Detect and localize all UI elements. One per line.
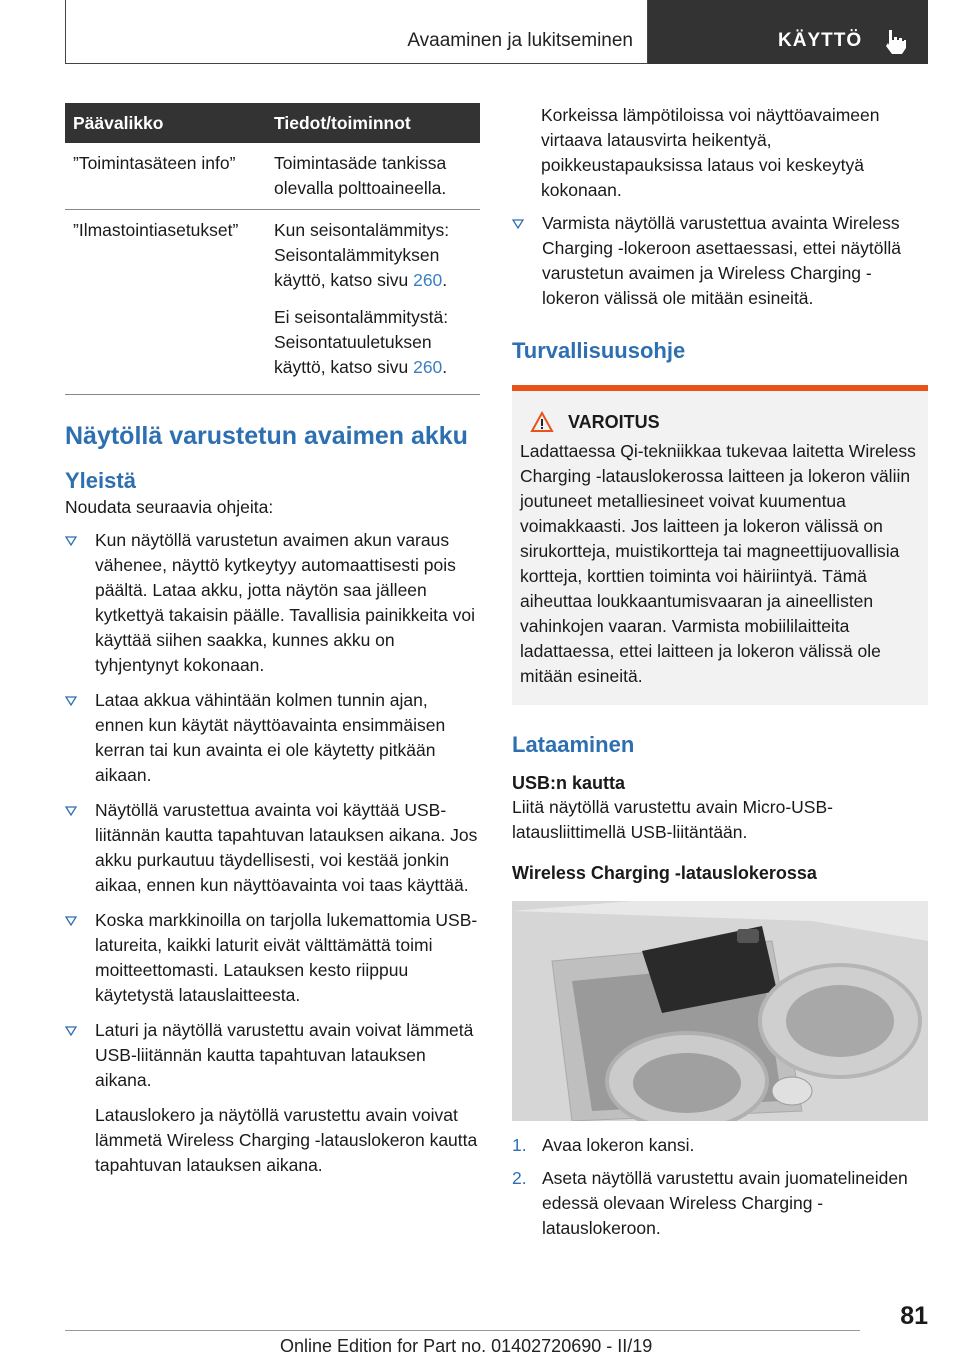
- step-text: Aseta näytöllä varustettu avain juomatelineiden edessä olevaan Wireless Charging -latauslokeroon.: [542, 1168, 908, 1238]
- list-item: [65, 798, 480, 898]
- section-heading: Näytöllä varustetun avaimen akku: [65, 422, 468, 450]
- triangle-bullet-icon: [65, 916, 77, 926]
- triangle-bullet-icon: [65, 1026, 77, 1036]
- list-item: [65, 1018, 480, 1178]
- header-section-box: [65, 0, 648, 64]
- left-column: [65, 103, 480, 1188]
- table-cell-menu: ”Toimintasäteen info”: [65, 143, 266, 210]
- page-number: 81: [900, 1302, 928, 1330]
- page-link[interactable]: 260: [413, 357, 443, 377]
- subsection-heading: Wireless Charging -latauslokerossa: [512, 863, 817, 883]
- list-item: [65, 688, 480, 788]
- usb-text: Liitä näytöllä varustettu avain Micro-USB-latausliittimellä USB-liitäntään.: [512, 797, 833, 842]
- page-header: [65, 0, 928, 64]
- list-item: [65, 908, 480, 1008]
- warning-header: [530, 411, 920, 433]
- triangle-bullet-icon: [65, 806, 77, 816]
- list-item-text: Näytöllä varustettua avainta voi käyttää USB-liitännän kautta tapahtuvan latauksen aikana. Jos akku purkautuu täydellisesti, voi kestää jonkin aikaa, ennen kun näyttöavainta voi taas käyttää.: [95, 800, 478, 895]
- list-item-text: Lataa akkua vähintään kolmen tunnin ajan, ennen kun käytät näyttöavainta ensimmäisen kerran tai kun avainta ei ole käytetty pitkään aikaan.: [95, 690, 446, 785]
- step-number: 1.: [512, 1135, 527, 1155]
- list-item-text: Koska markkinoilla on tarjolla lukemattomia USB-latureita, kaikki laturit eivät välttämättä toimi moitteettomasti. Latauksen kesto riippuu käytetystä latauslaitteesta.: [95, 910, 478, 1005]
- section-heading: Turvallisuusohje: [512, 338, 686, 363]
- right-column: [512, 103, 928, 1249]
- menu-table: [65, 103, 480, 395]
- step-number: 2.: [512, 1168, 527, 1188]
- warning-text: Ladattaessa Qi-tekniikkaa tukevaa laitetta Wireless Charging -latauslokerossa laitteen ja lokeron väliin joutuneet metalliesineet voivat kuumentua voimakkaasti. Jos laitteen ja lokeron välissä on sirukortteja, muistikortteja tai magneettijuovallisia kortteja, korttien toiminta voi häiriintyä. Tämä aiheuttaa loukkaantumisvaaran ja aineellisten vahinkojen vaaran. Varmista mobiililaitteita ladattaessa, ettei laitteen ja lokeron välissä ole mitään esineitä.: [520, 441, 916, 686]
- cell-text: Ei seisontalämmitystä: Seisontatuuletuksen käyttö, katso sivu: [274, 307, 449, 377]
- tray-illustration: [512, 901, 928, 1121]
- list-item: [512, 1133, 928, 1158]
- list-item-text: Laturi ja näytöllä varustettu avain voivat lämmetä USB-liitännän kautta tapahtuvan latauksen aikana.: [95, 1020, 474, 1090]
- subsection-heading: Yleistä: [65, 468, 136, 493]
- header-section-title: Avaaminen ja lukitseminen: [407, 30, 633, 51]
- list-item: [512, 1166, 928, 1241]
- section-heading: Lataaminen: [512, 732, 635, 757]
- step-text: Avaa lokeron kansi.: [542, 1135, 695, 1155]
- triangle-bullet-icon: [65, 696, 77, 706]
- list-item-text: Kun näytöllä varustetun avaimen akun varaus vähenee, näyttö kytkeytyy automaattisesti pois päältä. Lataa akku, jotta näytön saa jälleen kytkettyä takaisin päälle. Tavallisia painikkeita voi käyttää siihen saakka, kunnes akku on tyhjentynyt kokonaan.: [95, 530, 476, 675]
- subsection-heading: USB:n kautta: [512, 773, 626, 793]
- warning-label: VAROITUS: [568, 411, 660, 432]
- table-header-menu: Päävalikko: [65, 103, 266, 143]
- list-item: [512, 211, 928, 311]
- header-tab-label: KÄYTTÖ: [778, 30, 863, 51]
- page-link[interactable]: 260: [413, 270, 443, 290]
- warning-box: [512, 385, 928, 705]
- hand-pointer-icon: [880, 26, 910, 56]
- footer-divider: [65, 1330, 860, 1331]
- table-cell-info: Toimintasäde tankissa olevalla polttoaineella.: [266, 143, 480, 210]
- table-cell-info: Kun seisontalämmitys: Seisontalämmityksen käyttö, katso sivu 260. Ei seisontalämmitystä: Seisontatuuletuksen käyttö, katso sivu 260.: [266, 210, 480, 395]
- footer-edition: Online Edition for Part no. 01402720690 - II/19: [280, 1336, 653, 1356]
- list-item: [65, 528, 480, 678]
- triangle-bullet-icon: [65, 536, 77, 546]
- triangle-bullet-icon: [512, 219, 524, 229]
- header-tab: [648, 0, 928, 64]
- list-item-text: Varmista näytöllä varustettua avainta Wireless Charging -lokeroon asettaessasi, ettei näytöllä varustetun avaimen ja Wireless Charging -lokeron välissä ole mitään esineitä.: [542, 213, 901, 308]
- continued-paragraph: Korkeissa lämpötiloissa voi näyttöavaimeen virtaava latausvirta heikentyä, poikkeustapauksissa lataus voi keskeytyä kokonaan.: [541, 105, 880, 200]
- table-row: [65, 210, 480, 395]
- table-row: [65, 143, 480, 210]
- warning-triangle-icon: [530, 411, 554, 433]
- table-header-info: Tiedot/toiminnot: [266, 103, 480, 143]
- list-item-text: Latauslokero ja näytöllä varustettu avain voivat lämmetä Wireless Charging -latauslokeron kautta tapahtuvan latauksen aikana.: [95, 1105, 478, 1175]
- intro-text: Noudata seuraavia ohjeita:: [65, 497, 274, 517]
- wireless-charging-tray-image: [512, 901, 928, 1121]
- cell-text: Kun seisontalämmitys: Seisontalämmityksen käyttö, katso sivu: [274, 220, 450, 290]
- table-cell-menu: ”Ilmastointiasetukset”: [65, 210, 266, 395]
